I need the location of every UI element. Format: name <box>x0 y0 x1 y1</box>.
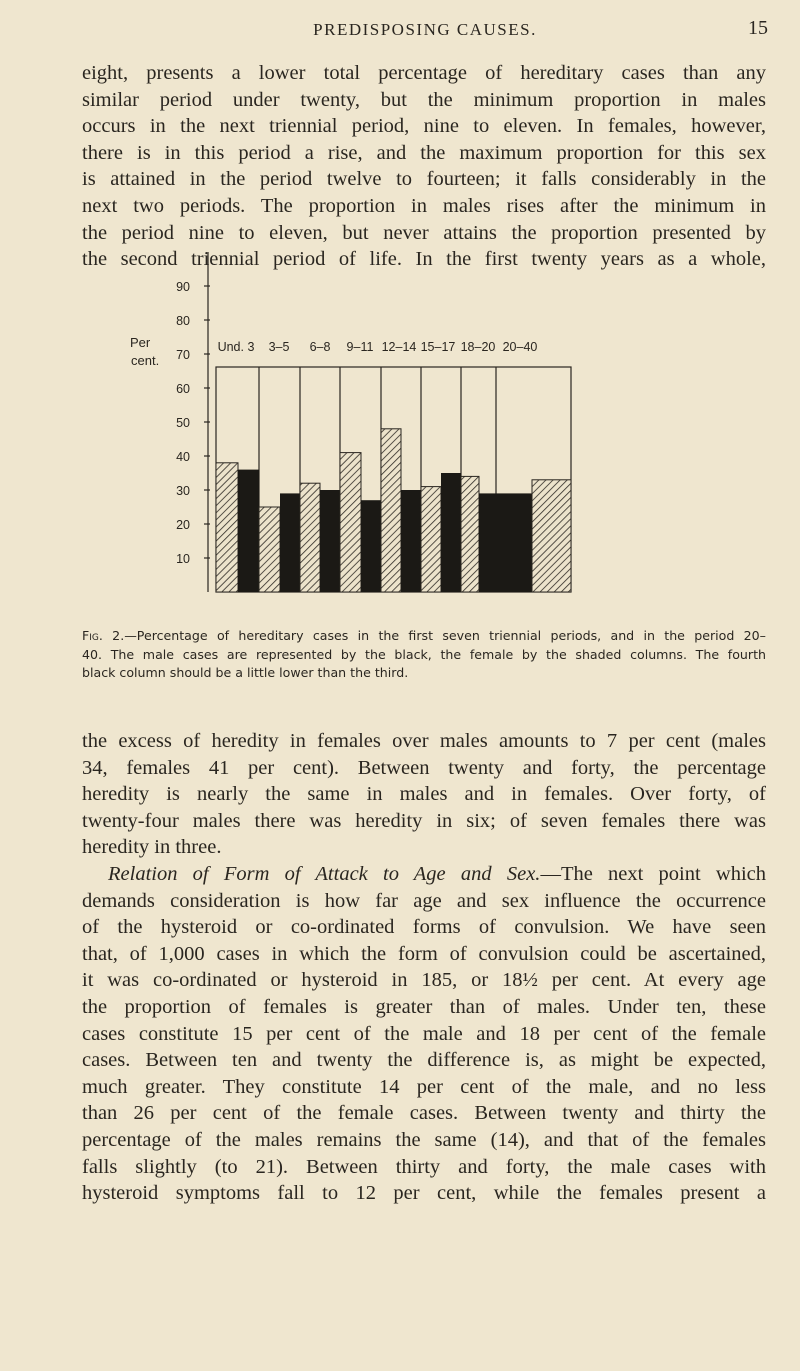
text-line: heredity in three. <box>82 836 222 859</box>
category-label: 3–5 <box>268 340 290 354</box>
text-line: percentage of the males remains the same (14), and that of the females <box>82 1128 766 1151</box>
text-line: that, of 1,000 cases in which the form of convulsion could be ascertained, <box>82 942 766 965</box>
category-label: 15–17 <box>420 340 456 354</box>
text-line: next two periods. The proportion in males rises after the minimum in <box>82 194 766 217</box>
y-tick-label: 90 <box>176 280 190 294</box>
caption-label: Fig. 2. <box>82 628 125 643</box>
figure-caption <box>82 627 766 683</box>
y-tick-label: 80 <box>176 314 190 328</box>
y-axis-title-2: cent. <box>131 353 160 368</box>
text-line: 34, females 41 per cent). Between twenty and forty, the percentage <box>82 756 766 779</box>
y-tick-label: 10 <box>176 552 190 566</box>
section-heading: Relation of Form of Attack to Age and Sex. <box>108 862 541 885</box>
caption-line: black column should be a little lower than the third. <box>82 665 409 680</box>
male-bar <box>280 493 300 592</box>
text-line: similar period under twenty, but the minimum proportion in males <box>82 88 766 111</box>
female-bar <box>259 507 280 592</box>
y-tick-label: 60 <box>176 382 190 396</box>
female-bar <box>532 480 571 592</box>
y-axis-title: Per <box>130 335 151 350</box>
male-bar <box>479 493 496 592</box>
text-line: than 26 per cent of the female cases. Between twenty and thirty the <box>82 1102 766 1125</box>
text-line: is attained in the period twelve to fourteen; it falls considerably in the <box>82 168 766 191</box>
male-bar <box>320 490 340 592</box>
category-label: 20–40 <box>502 340 538 354</box>
text-line: heredity is nearly the same in males and in females. Over forty, of <box>82 783 766 806</box>
text-line: the second triennial period of life. In the first twenty years as a whole, <box>82 248 766 271</box>
male-bar <box>238 470 259 592</box>
caption-line <box>82 627 766 646</box>
paragraph-bottom <box>82 728 766 1207</box>
female-bar <box>216 463 238 592</box>
page-number: 15 <box>748 17 768 39</box>
female-bar <box>381 429 401 592</box>
text-line: eight, presents a lower total percentage of hereditary cases than any <box>82 62 766 84</box>
female-bar <box>421 487 441 592</box>
running-title: PREDISPOSING CAUSES. <box>313 20 537 39</box>
text-line: hysteroid symptoms fall to 12 per cent, while the females present a <box>82 1182 766 1205</box>
caption-line: 40. The male cases are represented by the black, the female by the shaded columns. The fourth <box>82 646 766 662</box>
section-text: —The next point which <box>540 862 767 885</box>
text-line: twenty-four males there was heredity in six; of seven females there was <box>82 809 766 832</box>
category-label: 18–20 <box>460 340 496 354</box>
category-label: 9–11 <box>346 340 374 354</box>
text-line: there is in this period a rise, and the maximum proportion for this sex <box>82 141 766 164</box>
text-line <box>82 861 766 888</box>
text-line: it was co-ordinated or hysteroid in 185, or 18½ per cent. At every age <box>82 969 766 992</box>
text-line: the excess of heredity in females over males amounts to 7 per cent (males <box>82 730 766 752</box>
male-bar <box>401 490 421 592</box>
female-bar <box>340 453 361 592</box>
y-tick-label: 70 <box>176 348 190 362</box>
female-bar <box>461 476 479 592</box>
y-tick-label: 20 <box>176 518 190 532</box>
text-line: the proportion of females is greater than of males. Under ten, these <box>82 995 766 1018</box>
text-line: the period nine to eleven, but never attains the proportion presented by <box>82 221 766 244</box>
text-line: cases constitute 15 per cent of the male and 18 per cent of the female <box>82 1022 766 1045</box>
text-line: of the hysteroid or co-ordinated forms of convulsion. We have seen <box>82 916 766 939</box>
text-line: falls slightly (to 21). Between thirty and forty, the male cases with <box>82 1155 766 1178</box>
text-line: cases. Between ten and twenty the difference is, as might be expected, <box>82 1049 766 1072</box>
text-line: much greater. They constitute 14 per cent of the male, and no less <box>82 1075 766 1098</box>
female-bar <box>300 483 320 592</box>
category-label: 12–14 <box>381 340 417 354</box>
text-line: demands consideration is how far age and sex influence the occurrence <box>82 889 766 912</box>
y-tick-label: 40 <box>176 450 190 464</box>
male-bar <box>496 493 532 592</box>
text-line: occurs in the next triennial period, nine to eleven. In females, however, <box>82 115 766 138</box>
male-bar <box>361 500 381 592</box>
y-tick-label: 30 <box>176 484 190 498</box>
category-label: Und. 3 <box>217 340 255 354</box>
male-bar <box>441 473 461 592</box>
caption-text: —Percentage of hereditary cases in the first seven triennial periods, and in the period 20– <box>124 628 766 643</box>
y-tick-label: 50 <box>176 416 190 430</box>
category-label: 6–8 <box>309 340 331 354</box>
